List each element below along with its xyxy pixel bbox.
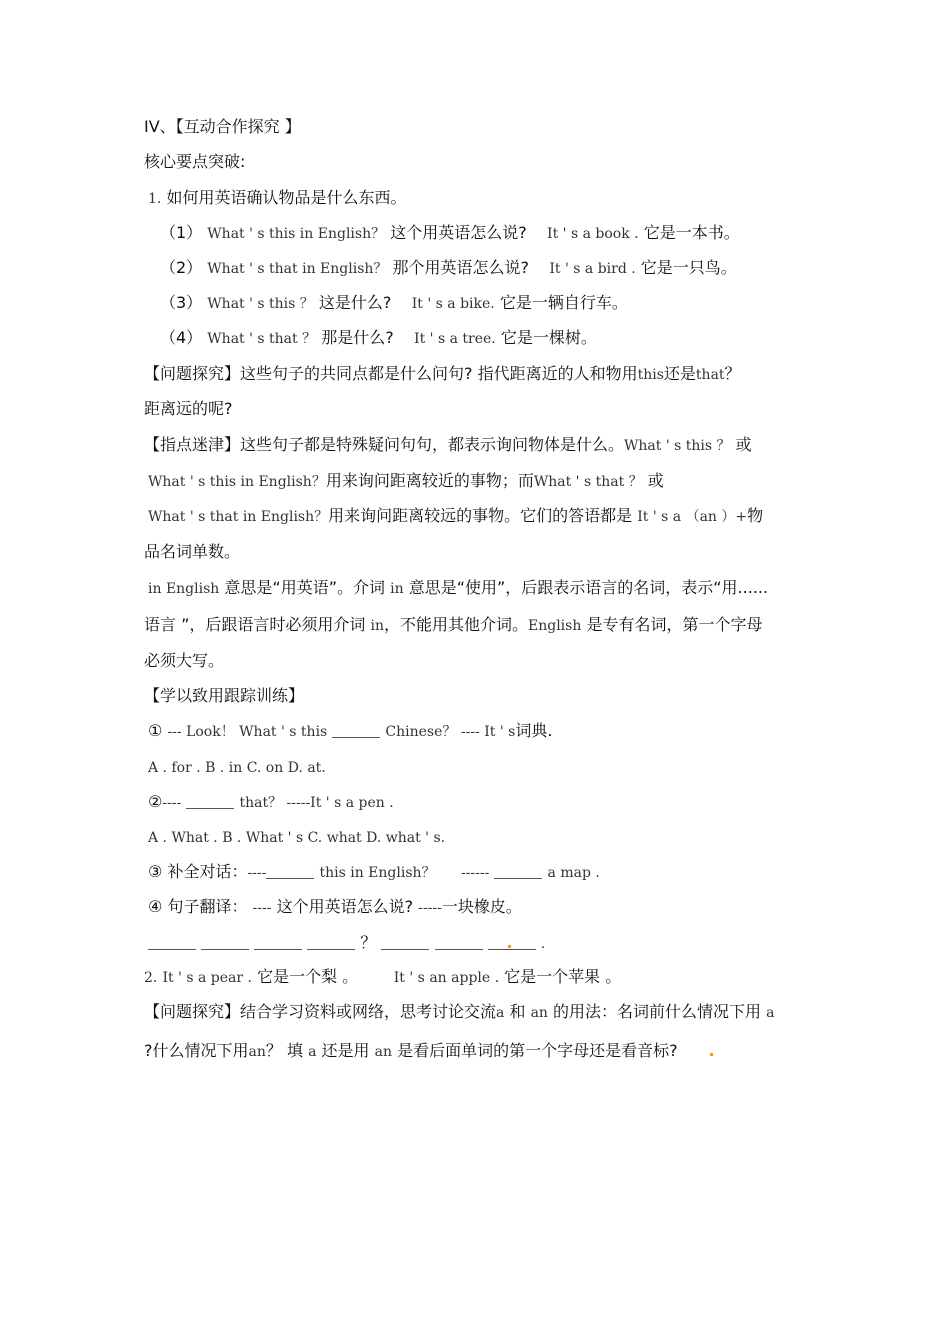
example-answer-cn: 它是一辆自行车。	[499, 293, 628, 312]
explore-english: an	[248, 1044, 266, 1060]
explore-english: a	[308, 1044, 317, 1060]
explore-text: 【问题探究】这些句子的共同点都是什么问句? 指代距离近的人和物用	[144, 364, 638, 383]
section-heading	[144, 116, 814, 138]
guide-text: 物	[747, 506, 764, 525]
answer-blank[interactable]	[381, 933, 429, 950]
explore-1-line-1	[144, 363, 814, 386]
question-text: 词典.	[515, 721, 553, 740]
question-2-options	[148, 826, 818, 849]
explore-1-line-2: 距离远的呢?	[144, 399, 233, 418]
guide-line-2	[148, 470, 818, 493]
question-text: 一块橡皮。	[441, 897, 522, 916]
example-question: What ' s that in English？	[207, 261, 388, 277]
note-text: 是专有名词，第一个字母	[586, 615, 763, 634]
question-2	[148, 791, 818, 814]
guide-text: 【指点迷津】这些句子都是特殊疑问句句，都表示询问物体是什么。	[144, 435, 625, 454]
example-answer: It ' s a book .	[547, 226, 639, 242]
note-english: English	[528, 618, 582, 634]
options: A . What . B . What ' s C. what D. what ' s.	[148, 830, 446, 846]
question-number: ④	[148, 897, 163, 916]
question-text: Chinese？ ---- It ' s	[385, 724, 516, 740]
explore-text: 还是用	[321, 1041, 370, 1060]
example-number: （3）	[160, 293, 203, 312]
explore-english: an	[374, 1044, 392, 1060]
explore-text: 的用法：名词前什么情况下用	[553, 1002, 762, 1021]
question-number: ①	[148, 721, 163, 740]
explore-text: 【问题探究】结合学习资料或网络，思考讨论交流	[144, 1002, 497, 1021]
example-number: （4）	[160, 328, 203, 347]
point-2-chinese: 它是一个梨 。	[257, 967, 359, 986]
example-question-cn: 这个用英语怎么说?	[390, 223, 527, 242]
guide-english: What ' s that ？	[533, 474, 643, 490]
explore-english: a	[496, 1005, 505, 1021]
answer-blank[interactable]	[494, 862, 542, 879]
point-1	[148, 187, 818, 210]
example-number: （2）	[160, 258, 203, 277]
example-1	[160, 222, 830, 245]
guide-line-3	[148, 505, 818, 528]
answer-blank[interactable]	[266, 862, 314, 879]
note-english: in	[390, 581, 404, 597]
guide-english: It ' s a （an ）+	[637, 509, 748, 525]
note-line-3: 必须大写。	[144, 651, 225, 670]
mark-dot	[508, 945, 511, 948]
explore-this: this	[637, 367, 664, 383]
section-numeral: IV、	[144, 117, 176, 136]
explore-text: 和	[509, 1002, 526, 1021]
question-text: ------	[460, 865, 490, 881]
section-title: 【互动合作探究 】	[175, 117, 301, 136]
example-number: （1）	[160, 223, 203, 242]
question-4	[148, 896, 818, 919]
example-answer: It ' s a bird .	[549, 261, 636, 277]
example-answer: It ' s a tree.	[414, 331, 496, 347]
answer-blank[interactable]	[186, 792, 234, 809]
explore-text: 还是	[663, 364, 696, 383]
example-question: What ' s that ？	[207, 331, 317, 347]
note-text: 意思是“使用”，后跟表示语言的名词，表示“用......	[408, 578, 769, 597]
point-1-text: 如何用英语确认物品是什么东西。	[166, 188, 407, 207]
question-text: this in English？	[319, 865, 436, 881]
question-text: ----	[162, 795, 182, 811]
guide-text: 用来询问距离较远的事物。它们的答语都是	[328, 506, 633, 525]
point-1-number: 1.	[148, 191, 162, 207]
explore-text: 是看后面单词的第一个字母还是看音标?	[397, 1041, 678, 1060]
guide-line-4: 品名词单数。	[144, 542, 241, 561]
answer-blank[interactable]	[254, 933, 302, 950]
example-question: What ' s this ？	[207, 296, 314, 312]
question-1	[148, 720, 818, 743]
example-question-cn: 这是什么?	[318, 293, 392, 312]
example-3	[160, 292, 830, 315]
example-2	[160, 257, 830, 280]
guide-english: What ' s that in English？	[148, 509, 329, 525]
question-text: a map .	[547, 865, 600, 881]
question-text: ----	[247, 865, 267, 881]
example-question-cn: 那个用英语怎么说?	[392, 258, 530, 277]
answer-blank[interactable]	[307, 933, 355, 950]
answer-blank[interactable]	[435, 933, 483, 950]
guide-english: What ' s this in English？	[148, 474, 326, 490]
explore-text: ？ 填	[265, 1041, 303, 1060]
question-label: 补全对话：	[167, 862, 248, 881]
explore-english: a	[766, 1005, 775, 1021]
note-text: ，不能用其他介词。	[383, 615, 528, 634]
options: A . for . B . in C. on D. at.	[148, 760, 326, 776]
question-text: 这个用英语怎么说?	[276, 897, 414, 916]
answer-blank[interactable]	[201, 933, 249, 950]
note-text: 意思是“用英语”。介词	[224, 578, 385, 597]
note-english: in	[370, 618, 384, 634]
guide-line-1	[144, 434, 814, 457]
core-heading: 核心要点突破:	[144, 152, 246, 171]
point-2-number: 2.	[144, 970, 158, 986]
guide-text: 或	[735, 435, 752, 454]
explore-that: that	[695, 367, 725, 383]
note-text: 语言 ”，后跟语言时必须用介词	[144, 615, 366, 634]
question-number: ②	[148, 792, 163, 811]
guide-text: 或	[647, 471, 664, 490]
practice-title: 【学以致用跟踪训练】	[144, 686, 305, 705]
explore-english: an	[530, 1005, 548, 1021]
example-4	[160, 327, 830, 350]
answer-blank[interactable]	[332, 721, 380, 738]
explore-text: ？	[724, 364, 741, 383]
guide-english: What ' s this ？	[624, 438, 731, 454]
explore-2-line-1	[144, 1001, 814, 1024]
question-text: that？ -----It ' s a pen .	[239, 795, 394, 811]
note-line-2	[144, 614, 814, 637]
mark-dot	[710, 1053, 713, 1056]
period: .	[540, 936, 546, 952]
point-2-english: It ' s an apple .	[393, 970, 500, 986]
point-2-english: It ' s a pear .	[162, 970, 252, 986]
guide-text: 用来询问距离较近的事物；而	[325, 471, 534, 490]
answer-blank[interactable]	[488, 933, 536, 950]
example-answer-cn: 它是一本书。	[643, 223, 740, 242]
example-question-cn: 那是什么?	[321, 328, 394, 347]
explore-text: ?什么情况下用	[144, 1041, 249, 1060]
question-4-answer	[148, 932, 818, 955]
note-english: in English	[148, 581, 220, 597]
point-2	[144, 966, 814, 989]
question-text: ----	[252, 900, 272, 916]
example-answer-cn: 它是一棵树。	[500, 328, 597, 347]
question-3	[148, 861, 818, 884]
answer-blank[interactable]	[148, 933, 196, 950]
question-text: -----	[418, 900, 442, 916]
question-number: ③	[148, 862, 163, 881]
note-line-1	[148, 577, 818, 600]
question-1-options	[148, 756, 818, 779]
point-2-chinese: 它是一个苹果 。	[504, 967, 622, 986]
question-mark: ？	[360, 933, 377, 952]
example-question: What ' s this in English？	[207, 226, 386, 242]
question-text: --- Look！ What ' s this	[167, 724, 328, 740]
question-label: 句子翻译：	[167, 897, 248, 916]
example-answer: It ' s a bike.	[411, 296, 495, 312]
example-answer-cn: 它是一只鸟。	[640, 258, 737, 277]
explore-2-line-2	[144, 1040, 814, 1063]
